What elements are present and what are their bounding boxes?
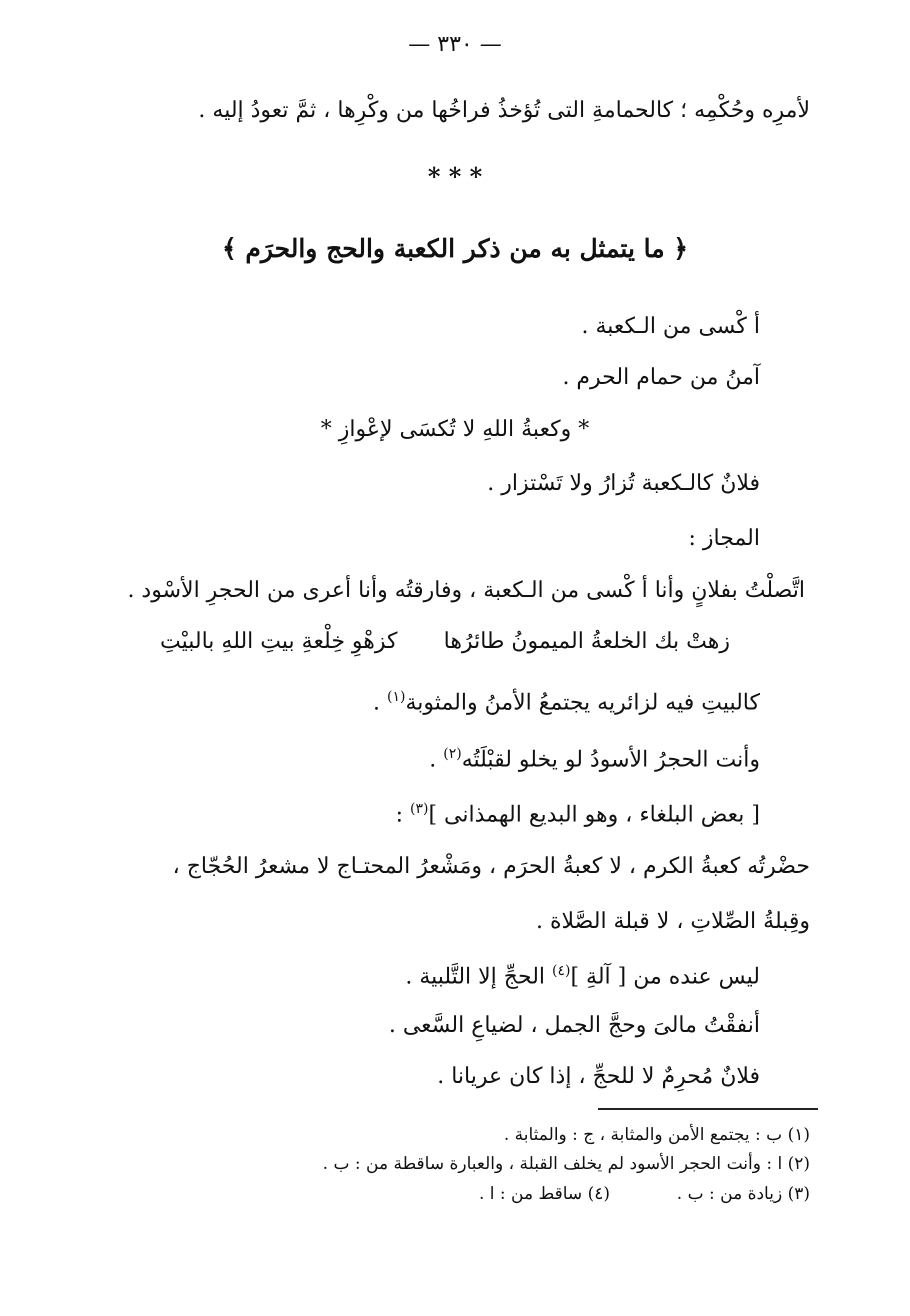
footnote-marker-4: (٤) xyxy=(552,963,571,979)
verse-2-text: كالبيتِ فيه لزائريه يجتمعُ الأمنُ والمثوبة xyxy=(405,690,760,716)
prose-line-1: اتَّصلْتُ بفلانٍ وأنا أ كْسى من الـكعبة ، وفارقتُه وأنا أعرى من الحجرِ الأسْود . xyxy=(127,578,805,603)
page-number: — ٣٣٠ — xyxy=(408,32,502,57)
footnote-separator xyxy=(598,1108,818,1110)
attribution-text: [ بعض البلغاء ، وهو البديع الهمذانى ] xyxy=(428,802,760,828)
proverb-line-3: فلانٌ كالـكعبة تُزارُ ولا تَسْتزار . xyxy=(487,471,760,496)
verse-1-first-hemistich: زهتْ بك الخلعةُ الميمونُ طائرُها xyxy=(443,629,730,654)
footnote-marker-3: (٣) xyxy=(410,801,429,817)
verse-1-second-hemistich: كزهْوِ خِلْعةِ بيتِ اللهِ بالبيْتِ xyxy=(160,629,398,654)
subheading-majaz: المجاز : xyxy=(688,526,760,551)
proverb-line-6: فلانٌ مُحرِمٌ لا للحجِّ ، إذا كان عريانا . xyxy=(437,1064,760,1089)
footnote-1: (١) ب : يجتمع الأمن والمثابة ، ج : والمثابة . xyxy=(503,1125,810,1145)
proverb-line-1: أ كْسى من الـكعبة . xyxy=(581,314,760,339)
footnote-2: (٢) ا : وأنت الحجر الأسود لم يخلف القبلة ، والعبارة ساقطة من : ب . xyxy=(322,1154,810,1174)
footnote-4: (٤) ساقط من : ا . xyxy=(478,1184,610,1204)
verse-hemistich: * وكعبةُ اللهِ لا تُكسَى لإعْوازِ * xyxy=(320,417,590,442)
footnote-3: (٣) زيادة من : ب . xyxy=(676,1184,810,1204)
proverb-line-4 xyxy=(405,964,760,988)
text-line-continuation: لأمرِه وحُكْمِه ؛ كالحمامةِ التى تُؤخذُ فراخُها من وكْرِها ، ثمَّ تعودُ إليه . xyxy=(198,98,810,123)
verse-3-line: وأنت الحجرُ الأسودُ لو يخلو لقبْلَتُه$^{(٢)}$ . xyxy=(429,746,760,773)
prose-line-2: حضْرتُه كعبةُ الكرم ، لا كعبةُ الحرَم ، ومَشْعرُ المحتـاج لا مشعرُ الحُجّاج ، xyxy=(172,854,810,879)
proverb-line-2: آمنُ من حمام الحرم . xyxy=(562,365,760,390)
verse-2-line: كالبيتِ فيه لزائريه يجتمعُ الأمنُ والمثوبة$^{(١)}$ . xyxy=(373,689,760,716)
section-heading: ﴿ ما يتمثل به من ذكر الكعبة والحج والحرَم ﴾ xyxy=(221,234,688,263)
footnote-marker-1: (١) xyxy=(387,689,406,705)
proverb-line-5: أنفقْتُ مالىَ وحجَّ الجمل ، لضياعِ السَّعى . xyxy=(388,1013,760,1038)
section-separator-stars: * * * xyxy=(427,162,483,191)
footnote-marker-2: (٢) xyxy=(443,746,462,762)
attribution-line: [ بعض البلغاء ، وهو البديع الهمذانى ]$^{(٣)}$ : xyxy=(395,801,760,828)
prose-line-3: وقِبلةُ الصِّلاتِ ، لا قبلة الصَّلاة . xyxy=(536,909,810,934)
proverb-4-part-a: ليس عنده من [ آلةِ ] xyxy=(570,964,760,990)
proverb-4-part-b: الحجِّ إلا التَّلبية . xyxy=(405,964,546,990)
verse-3-text: وأنت الحجرُ الأسودُ لو يخلو لقبْلَتُه xyxy=(461,747,760,773)
